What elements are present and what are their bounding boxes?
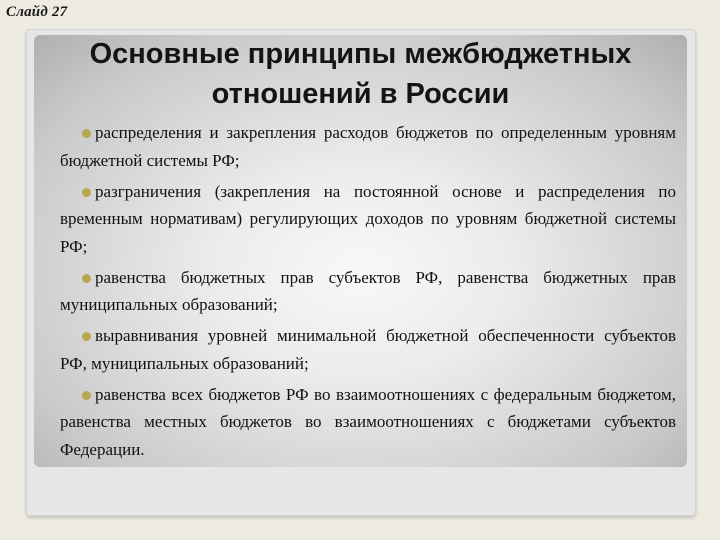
list-item-text: разграничения (закрепления на постоянной основе и распределения по временным нормативам) регулирующих доходов по уровням бюджетной системы РФ; bbox=[60, 181, 676, 256]
bullet-icon bbox=[82, 274, 91, 283]
list-item bbox=[60, 119, 676, 174]
bullet-icon bbox=[82, 332, 91, 341]
list-item bbox=[60, 381, 676, 464]
bullet-icon bbox=[82, 188, 91, 197]
bullet-icon bbox=[82, 129, 91, 138]
slide-number: Слайд 27 bbox=[6, 4, 68, 20]
list-item bbox=[60, 264, 676, 319]
principles-list bbox=[60, 119, 676, 467]
list-item-text: выравнивания уровней минимальной бюджетной обеспеченности субъектов РФ, муниципальных образований; bbox=[60, 326, 676, 373]
slide-title: Основные принципы межбюджетных отношений в России bbox=[89, 38, 632, 110]
bullet-icon bbox=[82, 391, 91, 400]
list-item-text: равенства всех бюджетов РФ во взаимоотношениях с федеральным бюджетом, равенства местных бюджетов во взаимоотношениях с бюджетами субъектов Федерации. bbox=[60, 384, 676, 459]
list-item bbox=[60, 178, 676, 261]
list-item-text: распределения и закрепления расходов бюджетов по определенным уровням бюджетной системы РФ; bbox=[60, 123, 676, 170]
list-item-text: равенства бюджетных прав субъектов РФ, равенства бюджетных прав муниципальных образований; bbox=[60, 267, 676, 314]
list-item bbox=[60, 322, 676, 377]
